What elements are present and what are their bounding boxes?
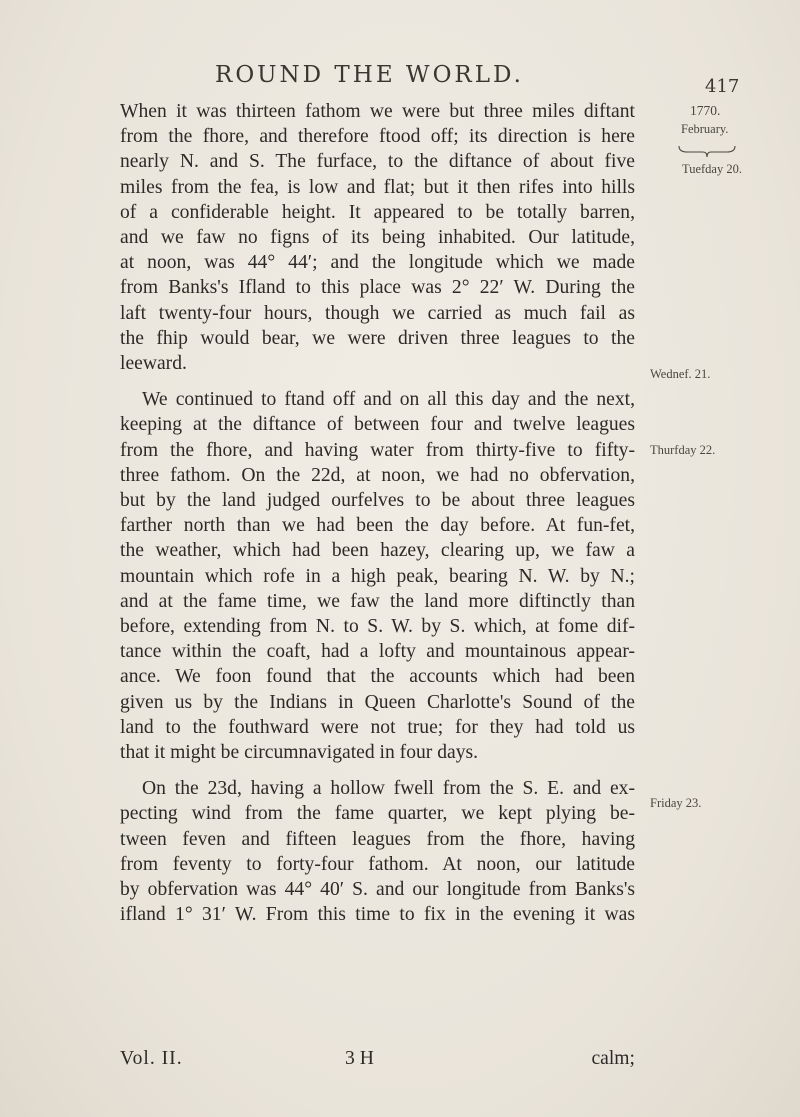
text-line: of a confiderable height. It appeared to be totally barren, — [120, 201, 635, 223]
text-line: leeward. — [120, 353, 187, 375]
volume-label: Vol. II. — [120, 1048, 183, 1069]
text-line: but by the land judged ourfelves to be about three leagues — [120, 490, 635, 512]
margin-month: February. — [681, 122, 729, 136]
catchword: calm; — [591, 1048, 635, 1069]
margin-year: 1770. — [690, 103, 721, 118]
running-title: ROUND THE WORLD. — [215, 62, 524, 88]
text-line: nearly N. and S. The furface, to the diftance of about five — [120, 151, 635, 173]
text-line: ifland 1° 31′ W. From this time to fix in the evening it was — [120, 904, 635, 926]
body-text — [120, 99, 635, 928]
signature-mark: 3 H — [345, 1048, 374, 1069]
text-line: by obfervation was 44° 40′ S. and our longitude from Banks's — [120, 879, 635, 901]
text-line: When it was thirteen fathom we were but three miles diftant — [120, 101, 635, 122]
text-line: from Banks's Ifland to this place was 2° 22′ W. During the — [120, 277, 635, 299]
paragraph — [120, 776, 635, 927]
text-line: and we faw no figns of its being inhabited. Our latitude, — [120, 227, 635, 249]
text-line: miles from the fea, is low and flat; but it then rifes into hills — [120, 176, 635, 198]
text-line: mountain which rofe in a high peak, bearing N. W. by N.; — [120, 565, 635, 587]
text-line: pecting wind from the fame quarter, we kept plying be- — [120, 803, 635, 825]
text-line: keeping at the diftance of between four and twelve leagues — [120, 414, 635, 436]
margin-day-tuesday: Tuefday 20. — [682, 162, 742, 176]
paragraph — [120, 387, 635, 765]
text-line: ance. We foon found that the accounts which had been — [120, 666, 635, 688]
text-line: from feventy to forty-four fathom. At noon, our latitude — [120, 853, 635, 875]
text-line: at noon, was 44° 44′; and the longitude which we made — [120, 252, 635, 274]
text-line: tween feven and fifteen leagues from the fhore, having — [120, 828, 635, 850]
text-line: farther north than we had been the day before. At fun-fet, — [120, 515, 635, 537]
text-line: the weather, which had been hazey, clearing up, we faw a — [120, 540, 635, 562]
paragraph — [120, 99, 635, 376]
margin-day-friday: Friday 23. — [650, 796, 702, 810]
text-line: that it might be circumnavigated in four days. — [120, 742, 479, 764]
text-line: from the fhore, and having water from thirty-five to fifty- — [120, 439, 635, 461]
text-line: and at the fame time, we faw the land more diftinctly than — [120, 590, 635, 612]
text-line: We continued to ftand off and on all this day and the next, — [142, 389, 635, 411]
page-number: 417 — [705, 76, 740, 97]
text-line: land to the fouthward were not true; for they had told us — [120, 716, 635, 738]
text-line: On the 23d, having a hollow fwell from the S. E. and ex- — [142, 778, 635, 800]
margin-day-wednesday: Wednef. 21. — [650, 367, 711, 381]
text-line: before, extending from N. to S. W. by S. which, at fome dif- — [120, 616, 635, 638]
text-line: tance within the coaft, had a lofty and mountainous appear- — [120, 641, 635, 663]
margin-day-thursday: Thurfday 22. — [650, 443, 716, 457]
page-footer — [120, 1048, 635, 1074]
margin-brace-icon — [677, 144, 737, 158]
text-line: from the fhore, and therefore ftood off; its direction is here — [120, 126, 635, 148]
text-line: the fhip would bear, we were driven three leagues to the — [120, 327, 635, 349]
text-line: given us by the Indians in Queen Charlotte's Sound of the — [120, 691, 635, 713]
text-line: laft twenty-four hours, though we carried as much fail as — [120, 302, 635, 324]
text-line: three fathom. On the 22d, at noon, we had no obfervation, — [120, 464, 635, 486]
